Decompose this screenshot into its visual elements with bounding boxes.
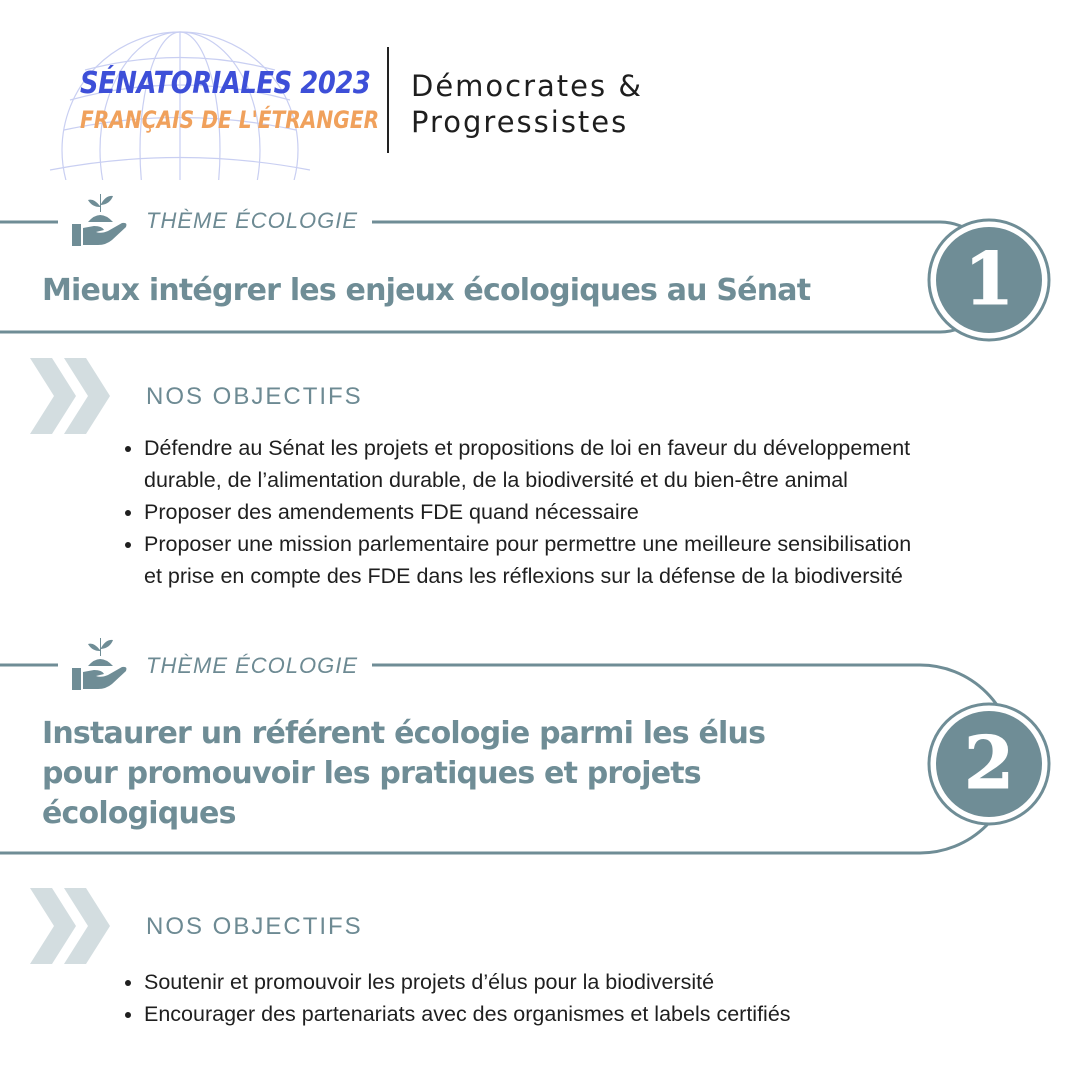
brand-subtitle: FRANÇAIS DE L'ÉTRANGER xyxy=(80,106,380,134)
objectives-label: NOS OBJECTIFS xyxy=(146,913,363,940)
header-divider xyxy=(387,47,389,153)
number-badge xyxy=(927,218,1051,342)
objectives-list xyxy=(118,966,1064,1030)
objectives-list xyxy=(118,432,1064,592)
section-title: Instaurer un référent écologie parmi les élus pour promouvoir les pratiques et projets écologiques xyxy=(42,716,766,831)
section-title: Mieux intégrer les enjeux écologiques au Sénat xyxy=(42,273,811,308)
list-item: • Proposer des amendements FDE quand nécessaire xyxy=(144,496,1064,528)
number-label: 1 xyxy=(963,236,1015,321)
list-item: • Défendre au Sénat les projets et propositions de loi en faveur du développement durable, de l’alimentation durable, de la biodiversité et du bien-être animal xyxy=(144,432,1064,496)
plant-in-hand-icon xyxy=(70,634,132,696)
objectives-label: NOS OBJECTIFS xyxy=(146,383,363,410)
theme-label: THÈME ÉCOLOGIE xyxy=(146,208,359,233)
list-item: • Proposer une mission parlementaire pour permettre une meilleure sensibilisation et prise en compte des FDE dans les réflexions sur la défense de la biodiversité xyxy=(144,528,1064,592)
double-chevron-icon xyxy=(30,888,112,964)
brand-title: SÉNATORIALES 2023 xyxy=(80,66,371,101)
number-badge xyxy=(927,702,1051,826)
number-label: 2 xyxy=(963,720,1015,805)
organization-name: Démocrates & Progressistes xyxy=(411,69,643,139)
theme-label: THÈME ÉCOLOGIE xyxy=(146,653,359,678)
list-item: • Soutenir et promouvoir les projets d’élus pour la biodiversité xyxy=(144,966,1064,998)
globe-icon xyxy=(30,30,371,180)
plant-in-hand-icon xyxy=(70,190,132,252)
double-chevron-icon xyxy=(30,358,112,434)
list-item: • Encourager des partenariats avec des organismes et labels certifiés xyxy=(144,998,1064,1030)
